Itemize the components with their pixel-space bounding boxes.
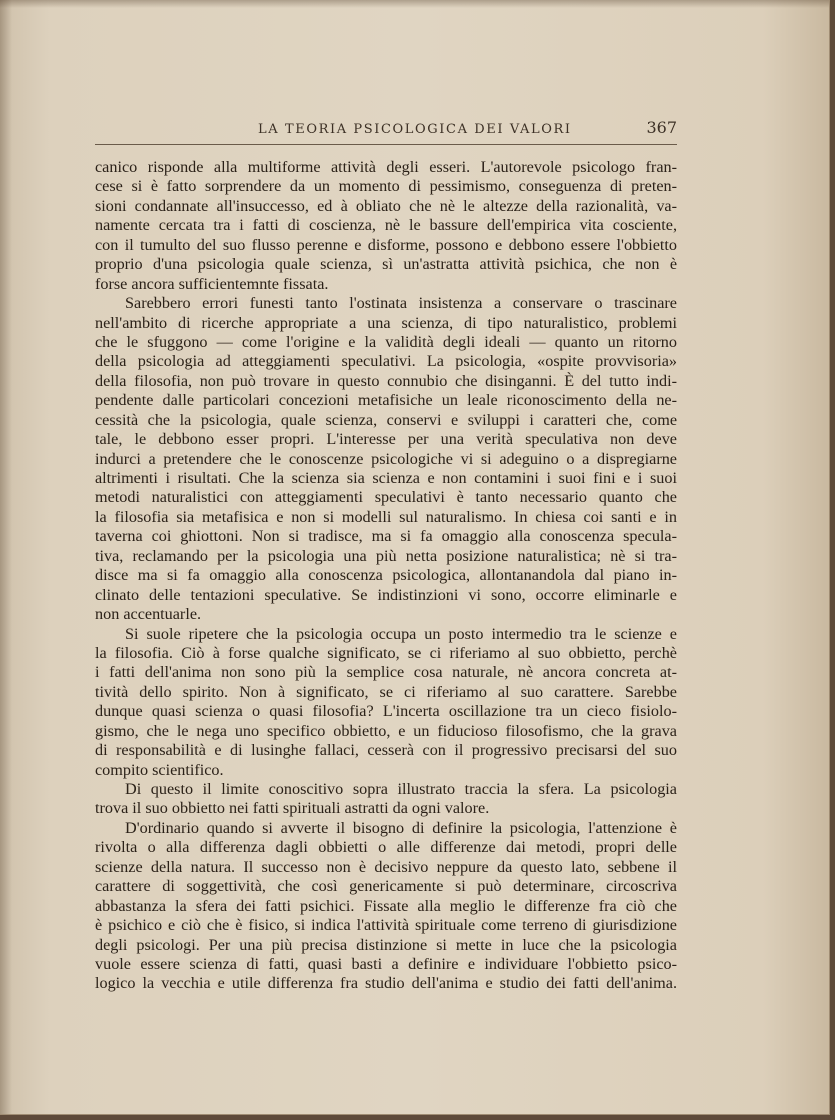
text-line: tiva, reclamando per la psicologia una più netta posizione naturalistica; nè si tra- <box>95 546 677 565</box>
paragraph <box>95 294 677 624</box>
text-line: cessità che la psicologia, quale scienza, conservi e sviluppi i caratteri che, come <box>95 410 677 429</box>
text-line: degli psicologi. Per una più precisa distinzione si mette in luce che la psicologia <box>95 935 677 954</box>
text-line: abbastanza la sfera dei fatti psichici. Fissate alla meglio le differenze fra ciò che <box>95 896 677 915</box>
text-line: compito scientifico. <box>95 760 224 779</box>
text-line: altrimenti i risultati. Che la scienza sia scienza e non contamini i suoi fini e i suoi <box>95 469 677 487</box>
text-line: la filosofia. Ciò à forse qualche significato, se ci riferiamo al suo obbietto, perchè <box>95 643 677 662</box>
text-line: carattere di soggettività, che così genericamente si può determinare, circoscriva <box>95 877 677 896</box>
running-title: LA TEORIA PSICOLOGICA DEI VALORI <box>258 122 572 137</box>
text-line: disce ma si fa omaggio alla conoscenza psicologica, allontanandola dal piano in- <box>95 566 677 585</box>
text-line: taverna coi ghiottoni. Non si tradisce, ma si fa omaggio alla conoscenza specula- <box>95 527 677 546</box>
text-line: sioni condannate all'insuccesso, ed à obliato che nè le altezze della razionalità, va- <box>95 196 677 215</box>
paragraph <box>95 819 677 994</box>
text-line: forse ancora sufficientemnte fissata. <box>95 274 329 293</box>
text-line: namente cercata tra i fatti di coscienza, nè le bassure dell'empirica vita cosciente, <box>95 216 677 235</box>
text-line: la filosofia sia metafisica e non si modelli sul naturalismo. In chiesa coi santi e in <box>95 507 677 526</box>
text-line: non accentuarle. <box>95 605 202 624</box>
text-line: dunque quasi scienza o quasi filosofia? L'incerta oscillazione tra un cieco fisiolo- <box>95 702 677 721</box>
paragraph <box>95 625 677 781</box>
text-line: tività dello spirito. Non à significato, se ci riferiamo al suo carattere. Sarebbe <box>95 682 677 701</box>
paragraph <box>95 780 677 819</box>
text-line: della filosofia, non può trovare in questo connubio che disinganni. È del tutto indi- <box>95 371 677 390</box>
running-header <box>95 118 677 145</box>
text-line: con il tumulto del suo flusso perenne e disforme, possono e debbono essere l'obbietto <box>95 235 677 254</box>
text-line: Sarebbero errori funesti tanto l'ostinata insistenza a conservare o trascinare <box>125 294 677 313</box>
text-line: nell'ambito di ricerche appropriate a una scienza, di tipo naturalistico, problemi <box>95 313 677 332</box>
text-line: pendente dalle particolari concezioni metafisiche un leale riconoscimento della ne- <box>95 391 677 410</box>
text-line: Di questo il limite conoscitivo sopra illustrato traccia la sfera. La psicologia <box>125 780 677 798</box>
text-line: i fatti dell'anima non sono più la semplice cosa naturale, nè ancora concreta at- <box>95 663 677 682</box>
text-line: metodi naturalistici con atteggiamenti speculativi è tanto necessario quanto che <box>95 488 677 507</box>
text-line: D'ordinario quando si avverte il bisogno di definire la psicologia, l'attenzione è <box>125 818 677 837</box>
text-line: scienze della natura. Il successo non è decisivo neppure da questo lato, sebbene il <box>95 857 677 876</box>
page-number: 367 <box>646 118 677 137</box>
text-line: tale, le debbono esser propri. L'interesse per una verità speculativa non deve <box>95 430 677 449</box>
text-line: clinato delle tentazioni speculative. Se indistinzioni vi sono, occorre eliminarle e <box>95 585 677 604</box>
text-line: canico risponde alla multiforme attività degli esseri. L'autorevole psicologo fran- <box>95 158 677 176</box>
text-line: indurci a pretendere che le conoscenze psicologiche vi si adeguino o a dispregiarne <box>95 449 677 468</box>
text-line: gismo, che le nega uno specifico obbietto, e un fiducioso filosofismo, che la grava <box>95 721 677 740</box>
text-line: di responsabilità e di lusinghe fallaci, cesserà con il progressivo precisarsi del suo <box>95 741 677 760</box>
text-line: è psichico e ciò che è fisico, si indica l'attività spirituale come terreno di giurisdizione <box>95 916 677 935</box>
text-line: che le sfuggono — come l'origine e la validità degli ideali — quanto un ritorno <box>95 332 677 351</box>
text-line: cese si è fatto sorprendere da un momento di pessimismo, conseguenza di preten- <box>95 177 677 196</box>
paragraph <box>95 158 677 294</box>
text-line: trova il suo obbietto nei fatti spirituali astratti da ogni valore. <box>95 799 490 818</box>
text-line: Si suole ripetere che la psicologia occupa un posto intermedio tra le scienze e <box>125 624 677 643</box>
text-line: proprio d'una psicologia quale scienza, sì un'astratta attività psichica, che non è <box>95 255 677 274</box>
text-line: della psicologia ad atteggiamenti speculativi. La psicologia, «ospite provvisoria» <box>95 352 677 371</box>
text-line: vuole essere scienza di fatti, quasi basti a definire e individuare l'obbietto psico- <box>95 954 677 973</box>
text-line: rivolta o alla differenza dagli obbietti o alle differenze dai metodi, propri delle <box>95 838 677 857</box>
text-line: logico la vecchia e utile differenza fra studio dell'anima e studio dei fatti dell'anima. <box>95 974 677 993</box>
body-text <box>95 158 677 994</box>
